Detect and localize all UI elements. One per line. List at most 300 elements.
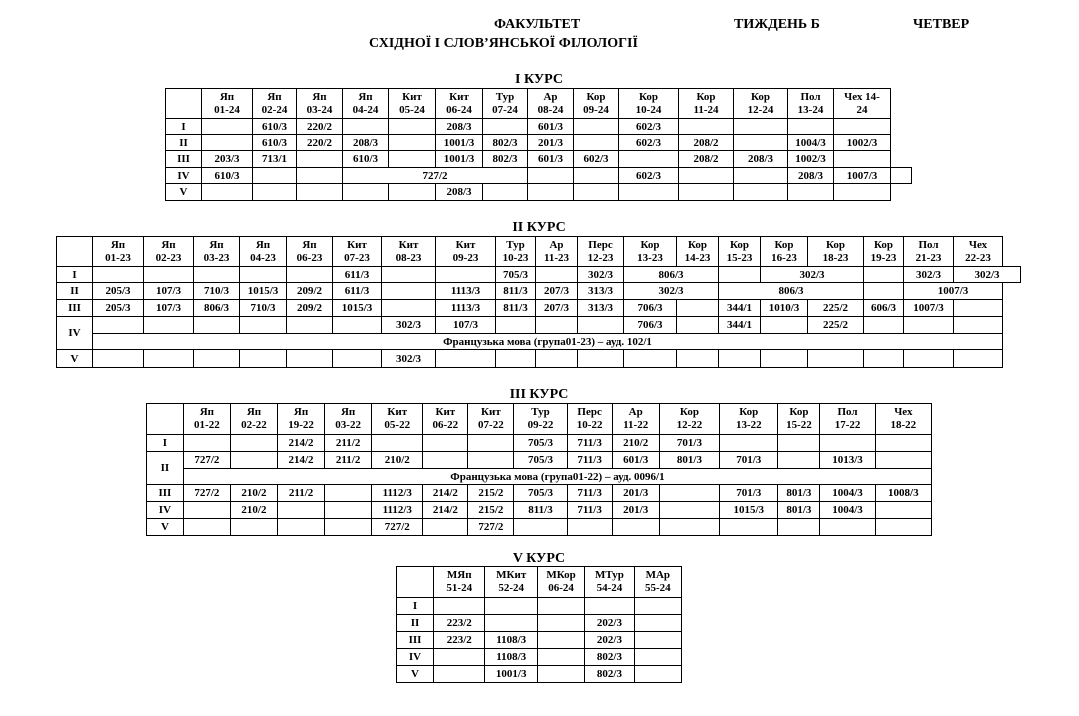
room-cell	[253, 184, 297, 201]
group-language: МКит	[496, 569, 527, 581]
group-code: 08-23	[395, 251, 422, 264]
group-header	[619, 89, 679, 119]
room-cell: 806/3	[719, 283, 864, 300]
group-header	[382, 237, 436, 267]
table-row	[147, 452, 932, 469]
room-cell	[578, 350, 624, 368]
group-header	[372, 404, 423, 435]
room-cell: 801/3	[778, 485, 820, 502]
group-code: 10-24	[635, 103, 662, 116]
room-cell: 223/2	[434, 615, 485, 632]
room-cell: 1004/3	[820, 485, 875, 502]
room-cell: 705/3	[514, 452, 567, 469]
room-cell: 208/2	[679, 135, 734, 151]
year-label: V	[147, 519, 184, 536]
group-code: 02-22	[241, 419, 267, 431]
room-cell	[93, 317, 144, 334]
group-header	[734, 89, 788, 119]
room-cell: 610/3	[343, 151, 389, 168]
group-code: 09-23	[452, 251, 479, 264]
group-language: Тур	[495, 90, 515, 103]
room-cell	[778, 452, 820, 469]
room-cell	[382, 283, 436, 300]
language-note: Французька мова (група01-23) – ауд. 102/1	[93, 334, 1003, 350]
room-cell	[864, 350, 904, 368]
group-language: Кит	[387, 406, 408, 418]
room-cell: 1001/3	[436, 135, 483, 151]
group-code: 15-22	[786, 419, 812, 431]
room-cell	[423, 519, 468, 536]
room-cell: 214/2	[278, 435, 325, 452]
room-cell: 302/3	[761, 267, 864, 283]
group-language: МАр	[645, 569, 671, 581]
room-cell	[659, 485, 719, 502]
room-cell: 208/3	[436, 119, 483, 135]
group-header	[537, 567, 584, 598]
room-cell	[389, 151, 436, 168]
group-header	[679, 89, 734, 119]
group-code: 09-22	[527, 419, 554, 431]
room-cell	[436, 267, 496, 283]
room-cell: 806/3	[194, 300, 240, 317]
room-cell	[202, 135, 253, 151]
group-header	[287, 237, 333, 267]
room-cell: 610/3	[253, 135, 297, 151]
year-label: I	[397, 598, 434, 615]
group-header	[496, 237, 536, 267]
room-cell: 214/2	[423, 485, 468, 502]
table-row	[57, 350, 1021, 368]
table-row	[166, 151, 912, 168]
room-cell: 201/3	[612, 485, 659, 502]
room-cell: 1015/3	[720, 502, 778, 519]
room-cell	[808, 350, 864, 368]
room-cell: 701/3	[720, 452, 778, 469]
group-header	[389, 89, 436, 119]
faculty-title: ФАКУЛЬТЕТ	[494, 17, 581, 32]
room-cell	[574, 119, 619, 135]
room-cell	[659, 502, 719, 519]
room-cell	[253, 168, 297, 184]
group-header	[436, 237, 496, 267]
room-cell	[788, 184, 834, 201]
room-cell: 601/3	[528, 119, 574, 135]
room-cell	[382, 267, 436, 283]
group-language: МТур	[595, 569, 624, 581]
room-cell	[624, 350, 677, 368]
room-cell	[536, 350, 578, 368]
room-cell: 1112/3	[372, 485, 423, 502]
group-code: 13-24	[797, 103, 824, 116]
year-label: I	[166, 119, 202, 135]
room-cell	[778, 435, 820, 452]
room-cell	[619, 184, 679, 201]
room-cell: 1007/3	[834, 168, 891, 184]
room-cell: 711/3	[567, 502, 612, 519]
room-cell	[144, 317, 194, 334]
year-label: V	[397, 666, 434, 683]
room-cell	[634, 615, 681, 632]
room-cell	[719, 350, 761, 368]
room-cell	[325, 502, 372, 519]
room-cell: 1013/3	[820, 452, 875, 469]
room-cell: 210/2	[230, 485, 277, 502]
group-language: Ар	[549, 238, 564, 251]
table-row	[166, 119, 912, 135]
group-code: 03-22	[335, 419, 361, 431]
room-cell: 208/3	[436, 184, 483, 201]
group-header	[240, 237, 287, 267]
room-cell: 208/2	[679, 151, 734, 168]
language-note: Французька мова (група01-22) – ауд. 0096/1	[183, 469, 931, 485]
room-cell	[325, 485, 372, 502]
room-cell: 211/2	[325, 452, 372, 469]
group-code: 03-23	[203, 251, 230, 264]
group-language: Кор	[873, 238, 894, 251]
room-cell: 802/3	[483, 151, 528, 168]
room-cell: 701/3	[720, 485, 778, 502]
room-cell: 344/1	[719, 300, 761, 317]
group-code: 14-23	[684, 251, 711, 264]
group-header	[253, 89, 297, 119]
room-cell: 208/3	[343, 135, 389, 151]
room-cell: 811/3	[514, 502, 567, 519]
room-cell	[202, 119, 253, 135]
group-header	[278, 404, 325, 435]
room-cell	[574, 135, 619, 151]
room-cell: 602/3	[619, 119, 679, 135]
group-language: Яп	[267, 90, 282, 103]
year-label: III	[57, 300, 93, 317]
faculty-subtitle: СХІДНОЇ І СЛОВ’ЯНСЬКОЇ ФІЛОЛОГІЇ	[369, 36, 638, 51]
day-label: ЧЕТВЕР	[913, 17, 970, 32]
room-cell: 223/2	[434, 632, 485, 649]
room-cell	[875, 435, 931, 452]
room-cell: 1113/3	[436, 300, 496, 317]
room-cell: 802/3	[483, 135, 528, 151]
year-label: I	[147, 435, 184, 452]
group-header	[719, 237, 761, 267]
group-language: Кит	[455, 238, 476, 251]
room-cell: 225/2	[808, 317, 864, 334]
group-header	[761, 237, 808, 267]
table-row	[57, 283, 1021, 300]
room-cell: 302/3	[382, 317, 436, 334]
room-cell: 201/3	[528, 135, 574, 151]
group-code: 24	[856, 103, 868, 116]
room-cell	[382, 300, 436, 317]
room-cell: 211/2	[325, 435, 372, 452]
room-cell: 706/3	[624, 300, 677, 317]
group-code: 18-23	[822, 251, 849, 264]
group-language: Кит	[398, 238, 419, 251]
group-language: Кор	[729, 238, 750, 251]
group-header	[954, 237, 1003, 267]
room-cell	[567, 519, 612, 536]
group-code: 10-23	[502, 251, 529, 264]
group-header	[333, 237, 382, 267]
room-cell	[904, 350, 954, 368]
group-header	[423, 404, 468, 435]
room-cell	[904, 317, 954, 334]
room-cell: 107/3	[436, 317, 496, 334]
group-language: Кит	[481, 406, 501, 418]
table-row	[147, 519, 932, 536]
room-cell	[834, 151, 891, 168]
group-language: Яп	[358, 90, 373, 103]
group-header	[820, 404, 875, 435]
group-header	[808, 237, 864, 267]
group-header	[659, 404, 719, 435]
group-code: 01-23	[105, 251, 131, 264]
group-language: Ар	[628, 406, 643, 418]
group-code: 04-23	[250, 251, 276, 264]
room-cell	[634, 666, 681, 683]
table-row	[166, 168, 912, 184]
room-cell: 611/3	[333, 267, 382, 283]
room-cell: 203/3	[202, 151, 253, 168]
group-language: Кор	[825, 238, 846, 251]
room-cell: 313/3	[578, 283, 624, 300]
room-cell: 215/2	[468, 485, 514, 502]
group-code: 15-23	[726, 251, 753, 264]
room-cell	[679, 168, 734, 184]
room-cell	[183, 519, 230, 536]
year-label: II	[397, 615, 434, 632]
room-cell: 602/3	[619, 135, 679, 151]
room-cell	[528, 168, 574, 184]
room-cell	[778, 519, 820, 536]
group-code: 51-24	[446, 582, 473, 594]
table-row	[397, 632, 682, 649]
room-cell	[485, 615, 537, 632]
group-header	[834, 89, 891, 119]
room-cell	[434, 649, 485, 666]
room-cell: 1002/3	[788, 151, 834, 168]
room-cell: 727/2	[183, 452, 230, 469]
room-cell: 801/3	[778, 502, 820, 519]
room-cell: 1108/3	[485, 632, 537, 649]
room-cell: 220/2	[297, 119, 343, 135]
room-cell	[389, 135, 436, 151]
room-cell: 302/3	[904, 267, 954, 283]
room-cell	[720, 519, 778, 536]
group-header	[864, 237, 904, 267]
group-code: 01-22	[194, 419, 220, 431]
group-code: 12-23	[587, 251, 614, 264]
room-cell	[677, 350, 719, 368]
room-cell	[634, 649, 681, 666]
room-cell: 711/3	[567, 452, 612, 469]
room-cell: 107/3	[144, 300, 194, 317]
group-code: 12-24	[747, 103, 774, 116]
year-label: III	[397, 632, 434, 649]
group-language: Кор	[750, 90, 771, 103]
room-cell: 1002/3	[834, 135, 891, 151]
table-row	[166, 135, 912, 151]
group-header	[343, 89, 389, 119]
course-1-title: I КУРС	[515, 72, 563, 87]
group-code: 13-23	[637, 251, 663, 264]
room-cell: 302/3	[954, 267, 1021, 283]
room-cell	[864, 267, 904, 283]
room-cell	[287, 267, 333, 283]
room-cell: 811/3	[496, 300, 536, 317]
year-label: II	[57, 283, 93, 300]
room-cell	[820, 519, 875, 536]
room-cell	[343, 119, 389, 135]
room-cell	[240, 350, 287, 368]
group-code: 18-22	[890, 419, 917, 431]
room-cell	[278, 519, 325, 536]
group-language: Пол	[800, 90, 821, 103]
group-header	[483, 89, 528, 119]
group-language: Яп	[302, 238, 317, 251]
room-cell	[834, 184, 891, 201]
room-cell	[202, 184, 253, 201]
table-row	[397, 649, 682, 666]
year-label: II	[166, 135, 202, 151]
table-row	[147, 435, 932, 452]
group-header	[585, 567, 634, 598]
group-language: Яп	[246, 406, 262, 418]
group-header	[624, 237, 677, 267]
corner-cell	[57, 237, 93, 267]
group-language: Яп	[219, 90, 235, 103]
room-cell: 207/3	[536, 300, 578, 317]
room-cell	[230, 452, 277, 469]
room-cell	[297, 168, 343, 184]
group-header	[514, 404, 567, 435]
year-label: IV	[166, 168, 202, 184]
room-cell	[93, 267, 144, 283]
group-language: Яп	[161, 238, 176, 251]
room-cell	[436, 350, 496, 368]
group-code: 01-24	[214, 103, 240, 116]
group-header	[904, 237, 954, 267]
year-label: IV	[57, 317, 93, 350]
room-cell	[389, 184, 436, 201]
room-cell	[434, 598, 485, 615]
group-language: Пол	[837, 406, 858, 418]
room-cell: 313/3	[578, 300, 624, 317]
table-row	[397, 666, 682, 683]
group-code: 06-24	[446, 103, 472, 116]
group-header	[778, 404, 820, 435]
room-cell: 1004/3	[820, 502, 875, 519]
group-code: 06-23	[296, 251, 323, 264]
group-language: МЯп	[446, 569, 472, 581]
room-cell: 705/3	[514, 485, 567, 502]
room-cell	[537, 666, 584, 683]
room-cell	[389, 119, 436, 135]
group-language: Яп	[293, 406, 309, 418]
course-5-title: V КУРС	[512, 551, 566, 566]
group-header	[634, 567, 681, 598]
room-cell	[634, 598, 681, 615]
group-language: Кор	[640, 238, 660, 251]
group-language: Чех	[894, 406, 913, 418]
room-cell: 727/2	[372, 519, 423, 536]
room-cell	[423, 452, 468, 469]
group-header	[202, 89, 253, 119]
group-language: Пол	[918, 238, 939, 251]
room-cell: 706/3	[624, 317, 677, 334]
group-language: Чех 14-	[844, 90, 880, 103]
room-cell	[194, 267, 240, 283]
room-cell	[574, 168, 619, 184]
group-language: Кор	[774, 238, 794, 251]
group-language: Яп	[312, 90, 327, 103]
room-cell	[834, 119, 891, 135]
room-cell: 208/3	[788, 168, 834, 184]
room-cell	[679, 119, 734, 135]
group-code: 05-22	[384, 419, 411, 431]
room-cell: 1015/3	[333, 300, 382, 317]
room-cell: 727/2	[343, 168, 528, 184]
group-code: 17-22	[834, 419, 861, 431]
group-header	[144, 237, 194, 267]
room-cell: 211/2	[278, 485, 325, 502]
room-cell	[634, 632, 681, 649]
group-language: Кор	[638, 90, 659, 103]
room-cell	[875, 502, 931, 519]
room-cell	[719, 267, 761, 283]
room-cell	[891, 168, 912, 184]
room-cell: 710/3	[194, 283, 240, 300]
room-cell: 202/3	[585, 632, 634, 649]
note-row	[57, 334, 1021, 350]
room-cell	[734, 119, 788, 135]
room-cell	[372, 435, 423, 452]
group-language: Ар	[543, 90, 558, 103]
room-cell: 711/3	[567, 435, 612, 452]
room-cell	[325, 519, 372, 536]
room-cell: 210/2	[612, 435, 659, 452]
room-cell	[485, 598, 537, 615]
week-label: ТИЖДЕНЬ Б	[734, 17, 820, 32]
room-cell	[954, 350, 1003, 368]
group-header	[720, 404, 778, 435]
room-cell: 602/3	[574, 151, 619, 168]
group-code: 07-23	[344, 251, 370, 264]
room-cell: 806/3	[624, 267, 719, 283]
room-cell	[297, 184, 343, 201]
group-code: 19-23	[870, 251, 897, 264]
group-code: 04-24	[352, 103, 379, 116]
room-cell: 801/3	[659, 452, 719, 469]
group-code: 19-22	[288, 419, 314, 431]
room-cell	[194, 317, 240, 334]
room-cell: 302/3	[382, 350, 436, 368]
room-cell: 713/1	[253, 151, 297, 168]
group-language: Кор	[687, 238, 708, 251]
group-language: Тур	[506, 238, 525, 251]
room-cell: 201/3	[612, 502, 659, 519]
group-code: 12-22	[676, 419, 703, 431]
group-code: 11-23	[543, 251, 570, 264]
group-language: Чех	[968, 238, 988, 251]
room-cell: 1007/3	[904, 283, 1003, 300]
room-cell	[578, 317, 624, 334]
room-cell: 225/2	[808, 300, 864, 317]
room-cell: 1010/3	[761, 300, 808, 317]
room-cell: 214/2	[423, 502, 468, 519]
room-cell	[864, 317, 904, 334]
group-code: 06-24	[548, 582, 574, 594]
room-cell	[720, 435, 778, 452]
room-cell	[528, 184, 574, 201]
